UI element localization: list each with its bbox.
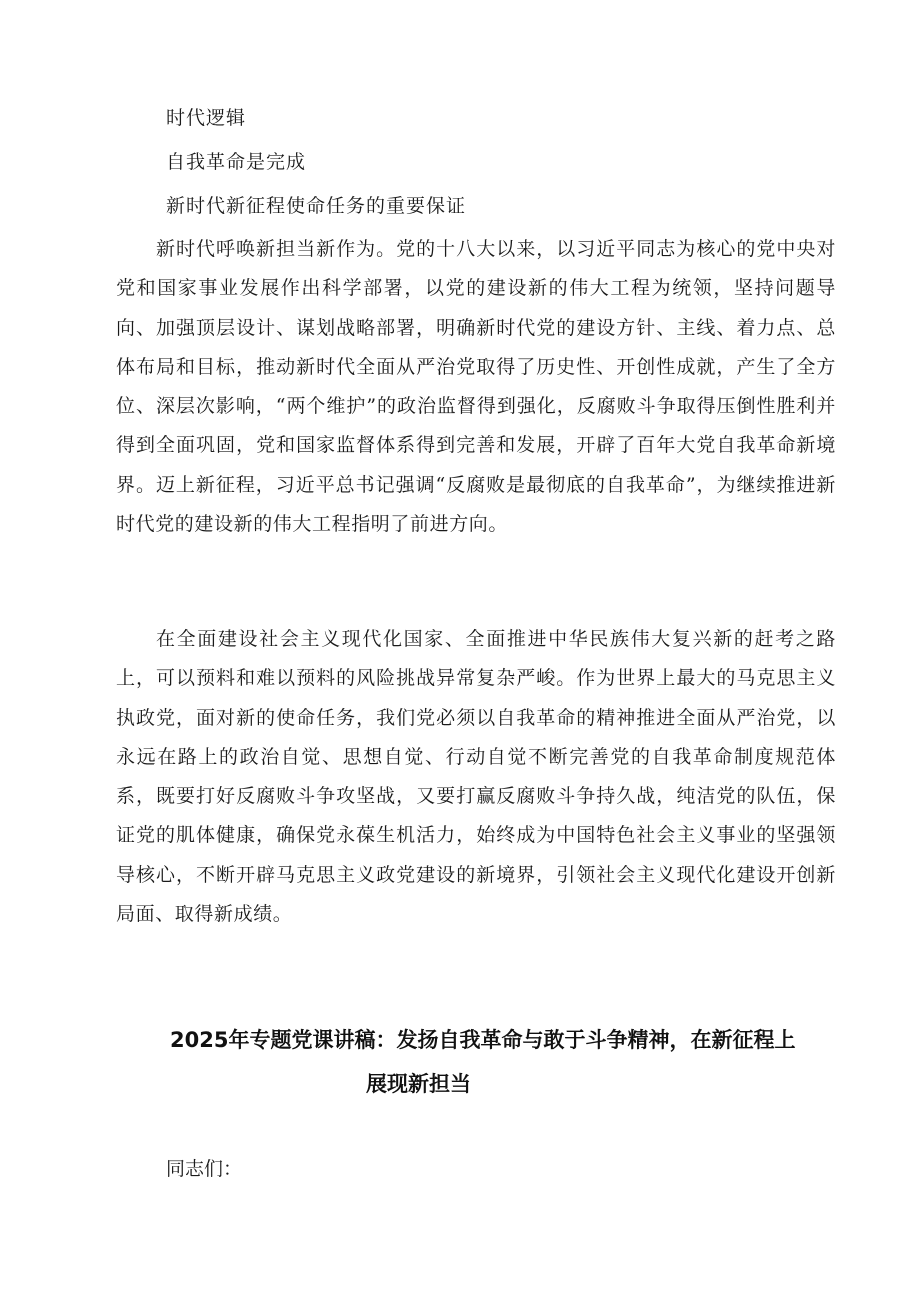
body-paragraph-2: 在全面建设社会主义现代化国家、全面推进中华民族伟大复兴新的赶考之路上，可以预料和难以预料的风险挑战异常复杂严峻。作为世界上最大的马克思主义执政党，面对新的使命任务，我们党必须以自我革命的精神推进全面从严治党，以永远在路上的政治自觉、思想自觉、行动自觉不断完善党的自我革命制度规范体系，既要打好反腐败斗争攻坚战，又要打赢反腐败斗争持久战，纯洁党的队伍，保证党的肌体健康，确保党永葆生机活力，始终成为中国特色社会主义事业的坚强领导核心，不断开辟马克思主义政党建设的新境界，引领社会主义现代化建设开创新局面、取得新成绩。 — [116, 628, 836, 926]
section-heading-line-3: 新时代新征程使命任务的重要保证 — [166, 195, 467, 217]
section-heading-line-2: 自我革命是完成 — [166, 151, 307, 173]
body-paragraph-1: 新时代呼唤新担当新作为。党的十八大以来，以习近平同志为核心的党中央对党和国家事业发展作出科学部署，以党的建设新的伟大工程为统领，坚持问题导向、加强顶层设计、谋划战略部署，明确新时代党的建设方针、主线、着力点、总体布局和目标，推动新时代全面从严治党取得了历史性、开创性成就，产生了全方位、深层次影响，“两个维护”的政治监督得到强化，反腐败斗争取得压倒性胜利并得到全面巩固，党和国家监督体系得到完善和发展，开辟了百年大党自我革命新境界。迈上新征程，习近平总书记强调“反腐败是最彻底的自我革命”，为继续推进新时代党的建设新的伟大工程指明了前进方向。 — [116, 238, 836, 536]
document-title-line-1: 2025年专题党课讲稿：发扬自我革命与敢于斗争精神，在新征程上 — [170, 1028, 796, 1052]
salutation: 同志们： — [166, 1158, 243, 1180]
document-title-line-2: 展现新担当 — [366, 1072, 471, 1096]
section-heading-line-1: 时代逻辑 — [166, 107, 247, 129]
